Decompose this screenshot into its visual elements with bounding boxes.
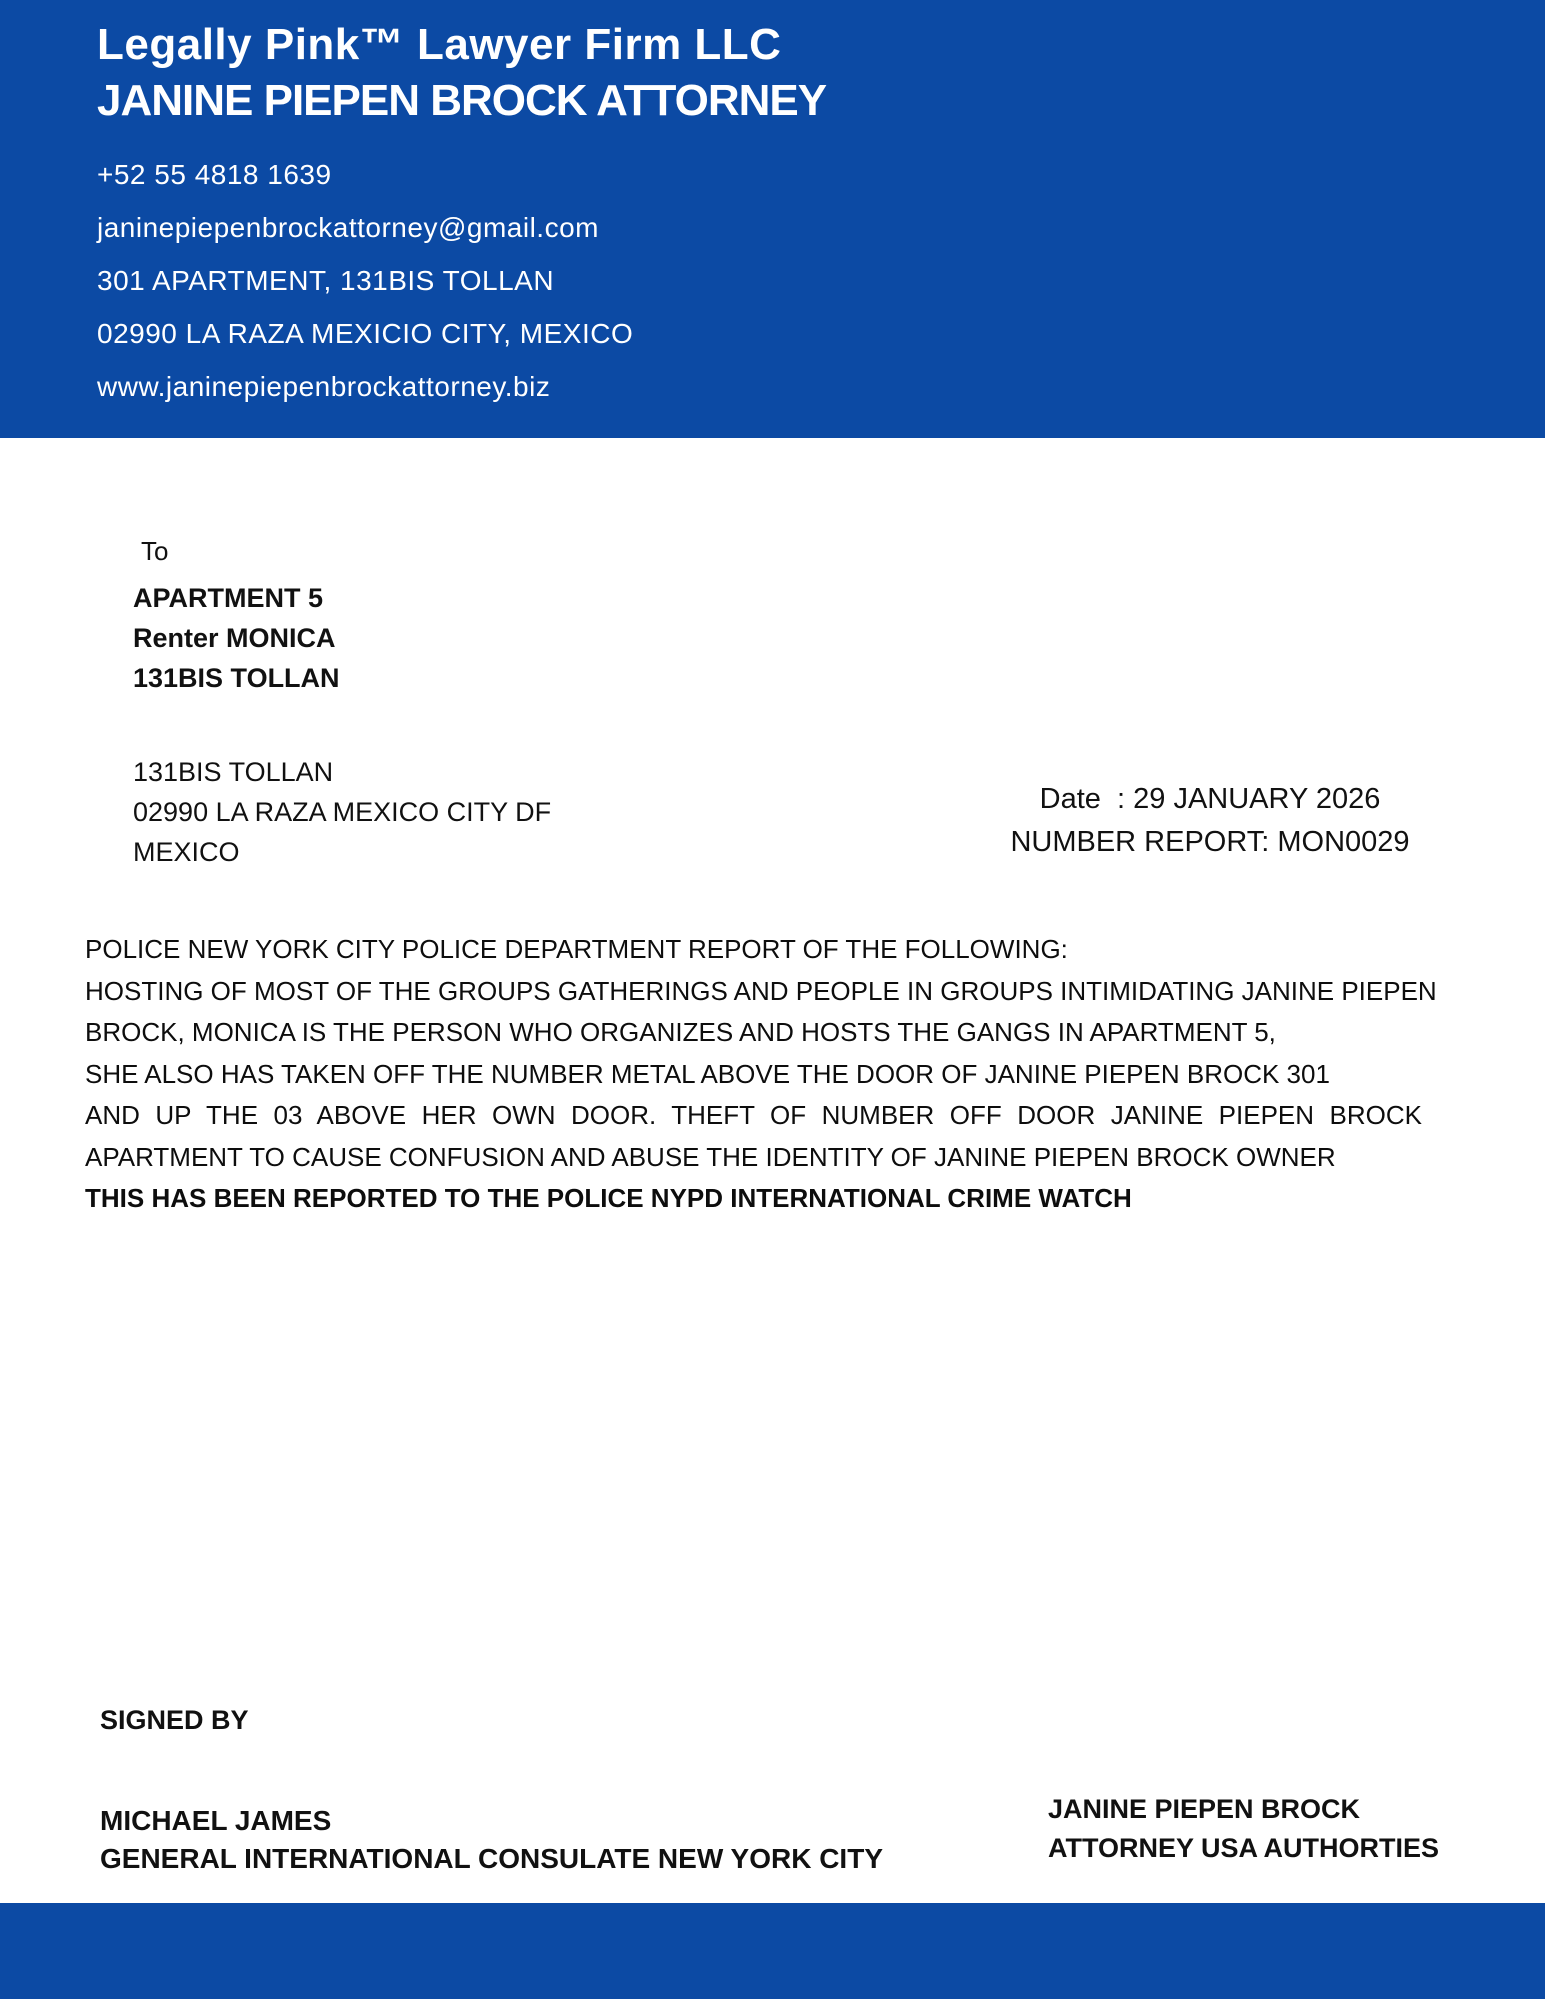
- signer-left-block: [100, 1802, 883, 1878]
- body-line: APARTMENT TO CAUSE CONFUSION AND ABUSE THE IDENTITY OF JANINE PIEPEN BROCK OWNER: [85, 1141, 1336, 1172]
- phone-number: +52 55 4818 1639: [97, 159, 332, 190]
- letterhead-banner: [0, 0, 1545, 438]
- signer-left-title: GENERAL INTERNATIONAL CONSULATE NEW YORK CITY: [100, 1843, 883, 1874]
- city-address: 02990 LA RAZA MEXICIO CITY, MEXICO: [97, 318, 634, 349]
- email-address: janinepiepenbrockattorney@gmail.com: [97, 212, 599, 243]
- address-line: 131BIS TOLLAN: [133, 757, 334, 787]
- address-block: [133, 752, 551, 872]
- date-line: Date : 29 JANUARY 2026: [1039, 783, 1381, 815]
- website-url: www.janinepiepenbrockattorney.biz: [97, 371, 551, 402]
- report-number-line: NUMBER REPORT: MON0029: [1010, 826, 1410, 858]
- recipient-line: Renter MONICA: [133, 623, 336, 653]
- recipient-line: APARTMENT 5: [133, 583, 324, 613]
- body-line: SHE ALSO HAS TAKEN OFF THE NUMBER METAL ABOVE THE DOOR OF JANINE PIEPEN BROCK 301: [85, 1058, 1330, 1089]
- address-line: MEXICO: [133, 837, 240, 867]
- signer-left-name: MICHAEL JAMES: [100, 1805, 332, 1836]
- signer-right-title: ATTORNEY USA AUTHORTIES: [1048, 1833, 1440, 1863]
- street-address: 301 APARTMENT, 131BIS TOLLAN: [97, 265, 555, 296]
- body-line: AND UP THE 03 ABOVE HER OWN DOOR. THEFT OF NUMBER OFF DOOR JANINE PIEPEN BROCK: [85, 1100, 1422, 1130]
- body-paragraph: [85, 929, 1437, 1220]
- body-line: HOSTING OF MOST OF THE GROUPS GATHERINGS AND PEOPLE IN GROUPS INTIMIDATING JANINE PIEPEN: [85, 975, 1437, 1006]
- recipient-block: [133, 578, 340, 698]
- signed-by-label: SIGNED BY: [100, 1705, 249, 1735]
- body-line-emphasis: THIS HAS BEEN REPORTED TO THE POLICE NYPD INTERNATIONAL CRIME WATCH: [85, 1183, 1132, 1213]
- body-line: POLICE NEW YORK CITY POLICE DEPARTMENT REPORT OF THE FOLLOWING:: [85, 934, 1068, 964]
- attorney-name: JANINE PIEPEN BROCK ATTORNEY: [97, 76, 827, 125]
- firm-name: Legally Pink™ Lawyer Firm LLC: [97, 20, 782, 69]
- recipient-line: 131BIS TOLLAN: [133, 663, 340, 693]
- to-label: To: [141, 536, 169, 566]
- footer-bar: [0, 1903, 1545, 1999]
- body-line: BROCK, MONICA IS THE PERSON WHO ORGANIZES AND HOSTS THE GANGS IN APARTMENT 5,: [85, 1017, 1276, 1047]
- address-line: 02990 LA RAZA MEXICO CITY DF: [133, 797, 552, 827]
- meta-block: [930, 778, 1490, 864]
- contact-info: [97, 148, 633, 413]
- signer-right-block: [1048, 1790, 1439, 1868]
- signer-right-name: JANINE PIEPEN BROCK: [1048, 1794, 1361, 1824]
